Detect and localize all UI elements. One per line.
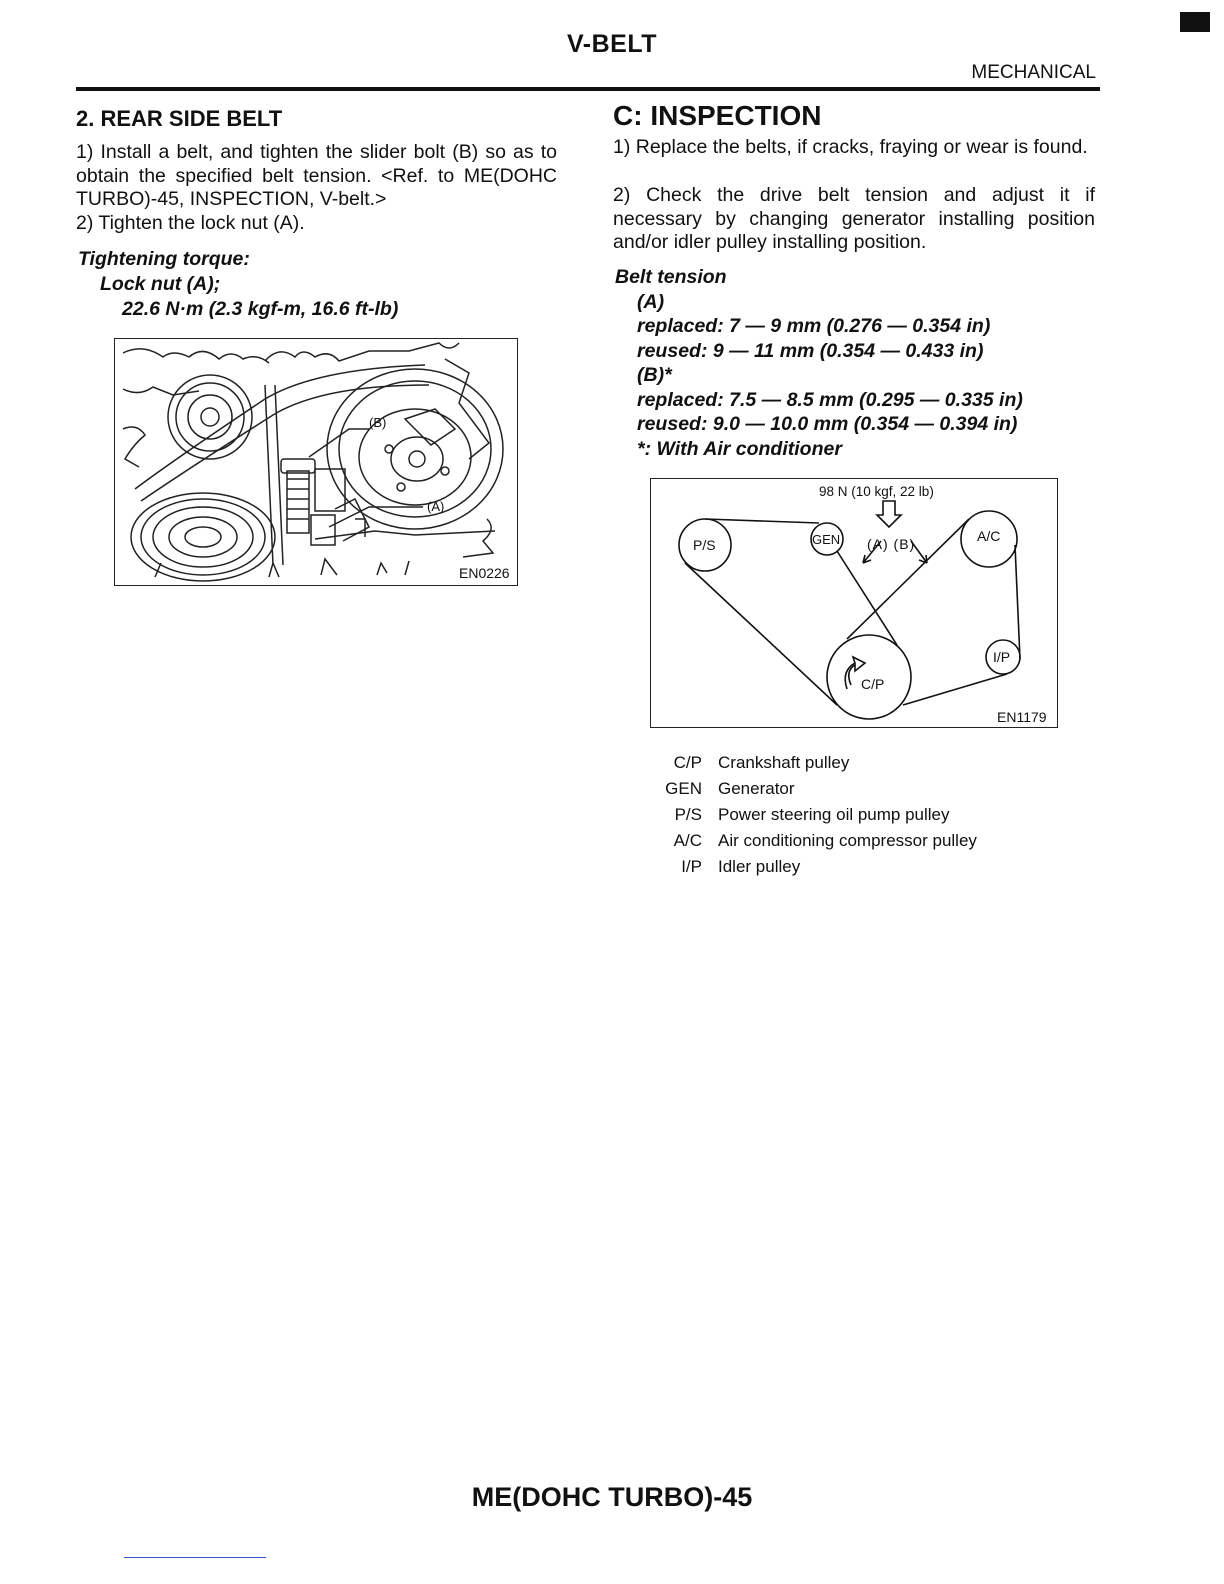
legend-row	[650, 750, 977, 776]
footer-link-underline	[124, 1557, 266, 1558]
legend-abbr: GEN	[665, 779, 702, 798]
tension-b-reused: reused: 9.0 — 10.0 mm (0.354 — 0.394 in)	[637, 413, 1018, 435]
belt-routing-svg	[651, 479, 1057, 727]
tightening-torque-label: Tightening torque:	[78, 248, 250, 270]
ab-label: (A) (B)	[867, 536, 916, 552]
tighten-step-text: 2) Tighten the lock nut (A).	[76, 212, 305, 234]
legend-row	[650, 828, 977, 854]
belt-strand	[1015, 545, 1020, 659]
tension-b-label: (B)*	[637, 364, 672, 386]
slider-bolt-label: (B)	[369, 415, 387, 430]
belt-installation-figure	[114, 338, 518, 586]
legend-abbr: I/P	[681, 857, 702, 876]
page-number: ME(DOHC TURBO)-45	[471, 1482, 753, 1512]
torque-value: 22.6 N·m (2.3 kgf-m, 16.6 ft-lb)	[122, 298, 399, 320]
legend-abbr: P/S	[674, 805, 702, 824]
tension-a-replaced: replaced: 7 — 9 mm (0.276 — 0.354 in)	[637, 315, 991, 337]
force-label: 98 N (10 kgf, 22 lb)	[819, 484, 934, 499]
section-name: MECHANICAL	[971, 62, 1096, 83]
legend-abbr: C/P	[673, 753, 702, 772]
legend-abbr: A/C	[673, 831, 702, 850]
belt-strand	[903, 674, 1007, 705]
corner-tab-marker	[1180, 12, 1210, 32]
ps-label: P/S	[693, 537, 716, 553]
legend-desc: Generator	[718, 779, 795, 798]
ip-label: I/P	[993, 649, 1011, 665]
page-title: V-BELT	[566, 30, 658, 58]
rear-side-belt-heading: 2. REAR SIDE BELT	[76, 106, 283, 131]
cp-label: C/P	[861, 676, 885, 692]
ac-label: A/C	[977, 528, 1001, 544]
belt-routing-diagram	[650, 478, 1058, 728]
engine-belt-drawing	[115, 339, 517, 585]
tension-a-reused: reused: 9 — 11 mm (0.354 — 0.433 in)	[637, 340, 984, 362]
inspection-heading: C: INSPECTION	[613, 100, 822, 131]
tension-b-replaced: replaced: 7.5 — 8.5 mm (0.295 — 0.335 in)	[637, 389, 1023, 411]
header-divider	[76, 87, 1100, 91]
legend-desc: Power steering oil pump pulley	[718, 805, 950, 824]
legend-desc: Idler pulley	[718, 857, 801, 876]
tension-a-label: (A)	[637, 291, 665, 313]
figure-code: EN0226	[459, 565, 510, 581]
check-tension-step: 2) Check the drive belt tension and adjust it if necessary by changing generator installing position and/or idler pulley installing position.	[613, 184, 1095, 253]
legend-row	[650, 802, 977, 828]
install-step-text: 1) Install a belt, and tighten the slider bolt (B) so as to obtain the specified belt tension. <Ref. to ME(DOHC TURBO)-45, INSPECTION, V-belt.>	[76, 141, 557, 210]
air-conditioner-note: *: With Air conditioner	[637, 438, 842, 460]
pulley-legend	[650, 750, 977, 880]
legend-row	[650, 776, 977, 802]
replace-belts-step: 1) Replace the belts, if cracks, fraying or wear is found.	[613, 136, 1088, 158]
belt-strand	[705, 519, 819, 523]
lock-nut-label: Lock nut (A);	[100, 273, 221, 295]
lock-nut-label-fig: (A)	[427, 499, 445, 514]
gen-label: GEN	[812, 532, 841, 547]
legend-desc: Air conditioning compressor pulley	[718, 831, 977, 850]
legend-row	[650, 854, 977, 880]
legend-desc: Crankshaft pulley	[718, 753, 850, 772]
belt-strand	[685, 563, 837, 705]
figure-code-2: EN1179	[997, 709, 1047, 725]
belt-tension-label: Belt tension	[615, 266, 727, 288]
force-arrow-icon	[877, 501, 901, 527]
